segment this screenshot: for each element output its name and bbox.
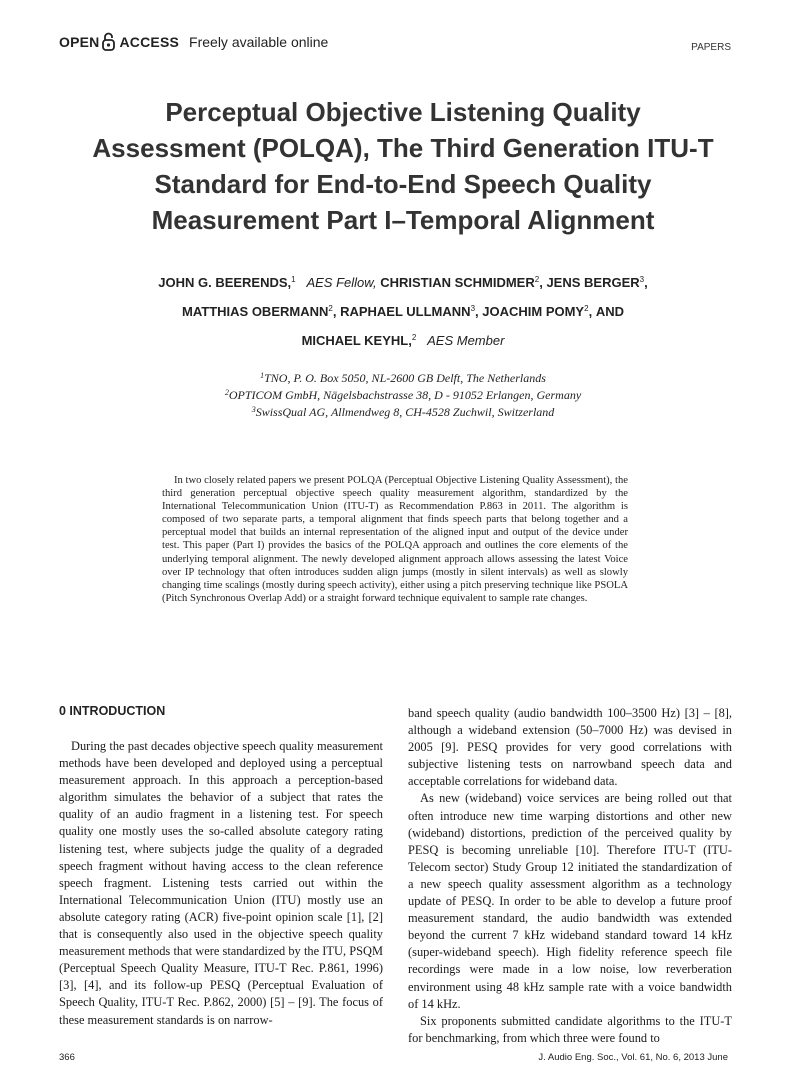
author-affil-mark: 2 — [584, 304, 589, 313]
author-membership: AES Member — [427, 333, 505, 348]
author-affil-mark: 3 — [470, 304, 476, 313]
author-name: JOACHIM POMY — [482, 304, 585, 319]
journal-citation: J. Audio Eng. Soc., Vol. 61, No. 6, 2013 June — [538, 1052, 728, 1063]
author-and: AND — [595, 304, 624, 319]
title-line: Standard for End-to-End Speech Quality — [154, 169, 652, 199]
title-line: Perceptual Objective Listening Quality — [165, 97, 641, 127]
affiliation-text: OPTICOM GmbH, Nägelsbachstrasse 38, D - 91052 Erlangen, Germany — [228, 388, 582, 402]
right-column — [408, 705, 732, 1047]
section-heading: 0 INTRODUCTION — [59, 704, 166, 718]
open-access-logo — [59, 32, 328, 51]
paragraph: As new (wideband) voice services are being rolled out that often introduce new time warping distortions and other new (wideband) distortions, prediction of the perceived quality by PESQ is becoming unreliable [10]. Therefore ITU-T (ITU-Telecom sector) Study Group 12 initiated the standardization of a new speech quality assessment algorithm as a technology update of PESQ. In order to be able to develop a future proof measurement standard, the audio bandwidth was extended beyond the current 7 kHz wideband standard toward 14 kHz (super-wideband speech). High fidelity reference speech file recordings were made in a low noise, low reverberation environment using 48 kHz sample rate with a voice bandwidth of 14 kHz. — [408, 791, 732, 1011]
author-separator: , — [644, 275, 648, 290]
open-lock-icon — [102, 32, 115, 51]
section-tag: PAPERS — [691, 42, 731, 53]
affiliation — [40, 370, 766, 387]
author-separator: , — [539, 275, 543, 290]
left-column — [59, 738, 383, 1029]
title-line: Assessment (POLQA), The Third Generation ITU-T — [92, 133, 714, 163]
author-membership: AES Fellow, — [306, 275, 377, 290]
affiliation — [40, 404, 766, 421]
open-label: OPEN — [59, 33, 100, 50]
freely-available-label: Freely available online — [189, 33, 329, 50]
paragraph: Six proponents submitted candidate algorithms to the ITU-T for benchmarking, from which three were found to — [408, 1013, 732, 1045]
access-label: ACCESS — [119, 33, 180, 50]
affiliations — [40, 370, 766, 421]
author-name: RAPHAEL ULLMANN — [340, 304, 471, 319]
author-line — [40, 268, 766, 297]
author-separator: , — [332, 304, 337, 319]
author-name: CHRISTIAN SCHMIDMER — [380, 275, 535, 290]
author-list — [40, 268, 766, 355]
author-name: MICHAEL KEYHL, — [301, 333, 412, 348]
author-name: JOHN G. BEERENDS, — [158, 275, 292, 290]
affiliation-mark: 3 — [251, 405, 256, 414]
paper-title — [40, 94, 766, 238]
affiliation-text: TNO, P. O. Box 5050, NL-2600 GB Delft, The Netherlands — [264, 371, 546, 385]
affiliation — [40, 387, 766, 404]
abstract: In two closely related papers we present POLQA (Perceptual Objective Listening Quality Assessment), the third generation perceptual objective speech quality measurement algorithm, standardized by the International Telecommunication Union (ITU-T) as Recommendation P.863 in 2011. The algorithm is composed of two separate parts, a temporal alignment that finds speech parts that belong together and a perceptual model that builds an internal representation of the aligned input and output of the device under test. This paper (Part I) provides the basics of the POLQA approach and outlines the core elements of the underlying temporal alignment. The newly developed alignment approach allows assessing the latest Voice over IP technology that often introduces sudden align jumps (mostly in silent intervals) as well as slowly changing time scalings (mostly during speech activity), either using a pitch preserving technique like PSOLA (Pitch Synchronous Overlap Add) or a straight forward technique equivalent to sample rate changes. — [162, 475, 628, 604]
author-line — [40, 297, 766, 326]
affiliation-text: SwissQual AG, Allmendweg 8, CH-4528 Zuchwil, Switzerland — [255, 405, 555, 419]
author-affil-mark: 2 — [411, 333, 417, 342]
affiliation-mark: 2 — [224, 388, 229, 397]
author-name: JENS BERGER — [546, 275, 640, 290]
author-separator: , — [475, 304, 479, 319]
author-affil-mark: 3 — [639, 275, 645, 284]
author-separator: , — [588, 304, 593, 319]
page-number: 366 — [59, 1052, 75, 1063]
paragraph: band speech quality (audio bandwidth 100–3500 Hz) [3] – [8], although a wideband extension (50–7000 Hz) was devised in 2005 [9]. PESQ provides for very good correlations with subjective listening tests on narrowband speech data and acceptable correlations for wideband data. — [408, 706, 732, 789]
author-affil-mark: 1 — [291, 275, 296, 284]
affiliation-mark: 1 — [260, 371, 265, 380]
title-line: Measurement Part I–Temporal Alignment — [151, 205, 655, 235]
author-name: MATTHIAS OBERMANN — [182, 304, 329, 319]
author-affil-mark: 2 — [534, 275, 540, 284]
paragraph: During the past decades objective speech quality measurement methods have been developed and deployed using a perceptual measurement approach. In this approach a perception-based algorithm simulates the behavior of a subject that rates the quality of an audio fragment in a listening test. For speech quality one mostly uses the so-called absolute category rating listening test, where subjects judge the quality of a degraded speech fragment without having access to the clean reference speech fragment. Listening tests carried out within the International Telecommunication Union (ITU) mostly use an absolute category rating (ACR) five-point opinion scale [1], [2] that is consequently also used in the objective speech quality measurement methods that were standardized by the ITU, PSQM (Perceptual Speech Quality Measure, ITU-T Rec. P.861, 1996) [3], [4], and its follow-up PESQ (Perceptual Evaluation of Speech Quality, ITU-T Rec. P.862, 2000) [5] – [9]. The focus of these measurement standards is on narrow- — [59, 739, 383, 1027]
author-affil-mark: 2 — [328, 304, 333, 313]
author-line — [40, 326, 766, 355]
